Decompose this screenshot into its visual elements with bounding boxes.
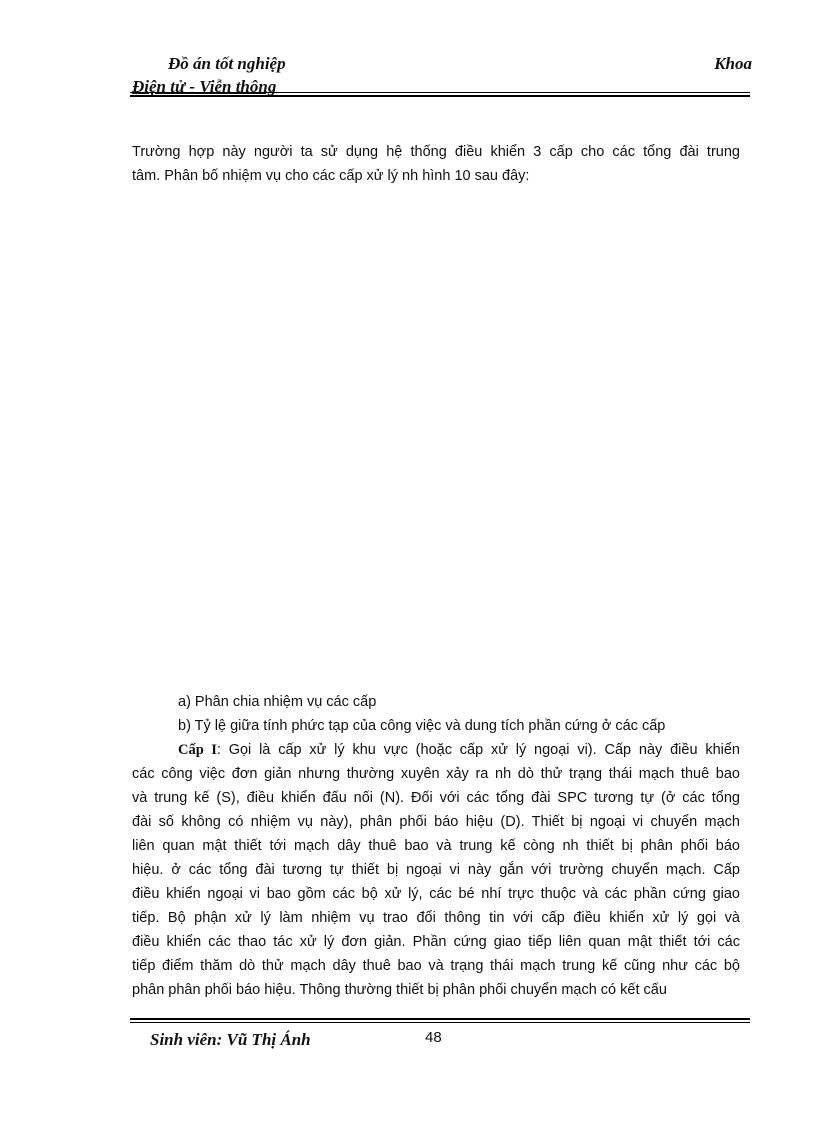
body-line: điều khiển các thao tác xử lý đơn giản. Phần cứng giao tiếp liên quan mật thiết tới các (132, 934, 740, 950)
body-line: và trung kế (S), điều khiển đấu nối (N). Đối với các tổng đài SPC tương tự (ở các tổng (132, 790, 740, 806)
page-number: 48 (425, 1029, 442, 1046)
header-department: Khoa (714, 54, 752, 73)
header-rule-thin (130, 92, 750, 93)
body-line: điều khiển ngoại vi bao gồm các bộ xử lý, các bé nhí trực thuộc và các phần cứng giao (132, 886, 740, 902)
footer-student-name: Sinh viên: Vũ Thị Ánh (150, 1030, 311, 1049)
intro-line: tâm. Phân bố nhiệm vụ cho các cấp xử lý nh hình 10 sau đây: (132, 168, 530, 184)
footer-rule-thin (130, 1022, 750, 1023)
body-line: phân phân phối báo hiệu. Thông thường thiết bị phân phối chuyển mạch có kết cấu (132, 982, 667, 998)
figure-caption-a: a) Phân chia nhiệm vụ các cấp (178, 694, 377, 710)
intro-line: Trường hợp này người ta sử dụng hệ thống điều khiển 3 cấp cho các tổng đài trung (132, 144, 740, 160)
body-text (132, 690, 740, 1002)
body-line: đài số không có nhiệm vụ này), phân phối báo hiệu (D). Thiết bị ngoại vi chuyển mạch (132, 814, 740, 830)
body-line: hiệu. ở các tổng đài tương tự thiết bị ngoại vi này gắn với trường chuyển mạch. Cấp (132, 862, 740, 878)
body-line: tiếp điểm thăm dò thử mạch dây thuê bao và trạng thái mạch trung kế cũng như các bộ (132, 958, 740, 974)
body-line: tiếp. Bộ phận xử lý làm nhiệm vụ trao đổi thông tin với cấp điều khiển xử lý gọi và (132, 910, 740, 926)
level1-label: Cấp I (178, 742, 217, 758)
footer-rule-thick (130, 1018, 750, 1020)
level1-first-line (132, 738, 740, 762)
level1-first-line-text: : Gọi là cấp xử lý khu vực (hoặc cấp xử lý ngoại vi). Cấp này điều khiển (216, 742, 740, 758)
body-line: các công việc đơn giản nhưng thường xuyên xảy ra nh dò thử trạng thái mạch thuê bao (132, 766, 740, 782)
header-title: Đồ án tốt nghiệp (168, 54, 286, 73)
figure-caption-b: b) Tỷ lệ giữa tính phức tạp của công việc và dung tích phần cứng ở các cấp (178, 718, 666, 734)
figure-placeholder (132, 200, 740, 670)
body-line: liên quan mật thiết tới mạch dây thuê bao và trung kế còng nh thiết bị phân phối báo (132, 838, 740, 854)
header-subtitle: Điện tử - Viễn thông (132, 77, 277, 96)
header-rule-thick (130, 95, 750, 97)
intro-paragraph (132, 140, 740, 188)
